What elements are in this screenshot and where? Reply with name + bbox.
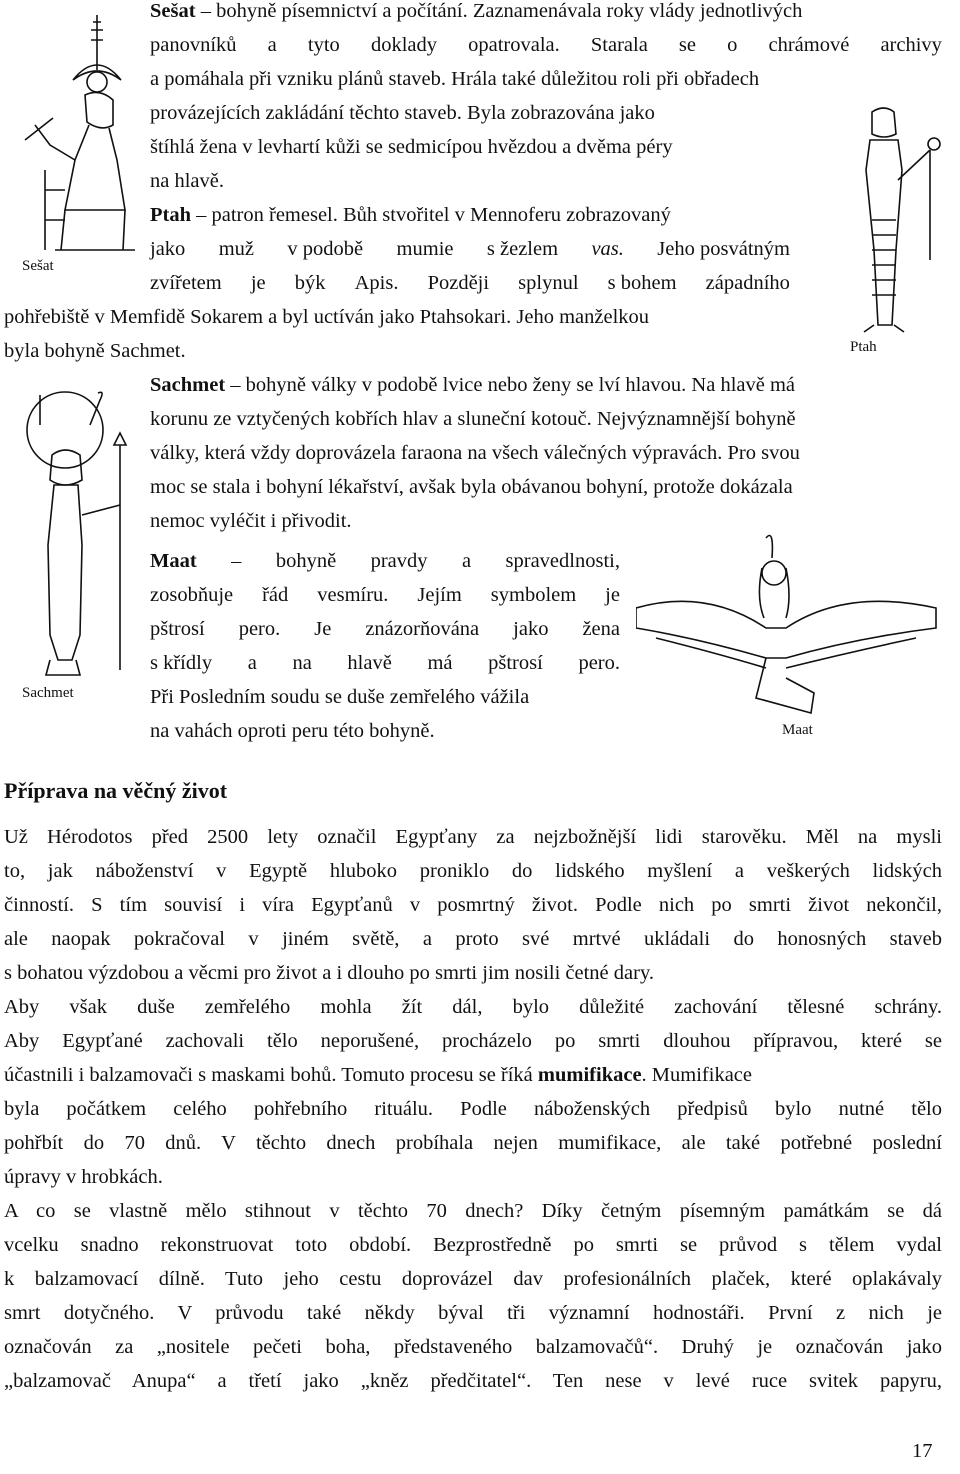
maat-term: Maat [150,550,197,572]
sesat-line-4: provázejících zakládání těchto staveb. Byla zobrazována jako [150,102,655,124]
sachmet-line-4: moc se stala i bohyní lékařství, avšak byla obávanou bohyní, protože dokázala [150,476,793,498]
caption-ptah: Ptah [850,339,877,355]
sesat-line-6: na hlavě. [150,170,224,192]
p1-line-5: s bohatou výzdobou a věcmi pro život a i dlouho po smrti jim nosili četné dary. [4,962,654,984]
page-number: 17 [912,1440,933,1462]
ptah-line-4: pohřebiště v Memfidě Sokarem a byl uctíván jako Ptahsokari. Jeho manželkou [4,306,650,328]
p1-line-4: ale naopak pokračoval v jiném světě, a proto své mrtvé ukládali do honosných staveb [4,928,942,950]
sesat-term: Sešat [150,0,196,22]
p3-line-6: „balzamovač Anupa“ a třetí jako „kněz předčitatel“. Ten nese v levé ruce svitek papyru, [4,1370,942,1392]
caption-maat: Maat [782,722,813,738]
maat-line-6: na vahách oproti peru této bohyně. [150,720,435,742]
p3-line-5: označován za „nositele pečeti boha, představeného balzamovačů“. Druhý je označován jako [4,1336,942,1358]
p2-line-1: Aby však duše zemřelého mohla žít dál, bylo důležité zachování tělesné schrány. [4,996,942,1018]
section-title: Příprava na věčný život [4,778,228,803]
maat-figure [636,528,956,728]
maat-line-3: pštrosí pero. Je znázorňována jako žena [150,618,620,640]
sachmet-term: Sachmet [150,374,226,396]
p2-line-5: pohřbít do 70 dnů. V těchto dnech probíhala nejen mumifikace, ale také potřebné poslední [4,1132,942,1154]
sesat-figure [5,10,145,270]
maat-line-2: zosobňuje řád vesmíru. Jejím symbolem je [150,584,620,606]
caption-sesat: Sešat [22,258,54,274]
sesat-line-3: a pomáhala při vzniku plánů staveb. Hrála také důležitou roli při obřadech [150,68,760,90]
caption-sachmet: Sachmet [22,685,74,701]
p2-line-4: byla počátkem celého pohřebního rituálu. Podle náboženských předpisů bylo nutné tělo [4,1098,942,1120]
p3-line-2: vcelku snadno rekonstruovat toto období. Bezprostředně po smrti se průvod s tělem vydal [4,1234,942,1256]
sesat-line-2: panovníků a tyto doklady opatrovala. Starala se o chrámové archivy [150,34,942,56]
sachmet-line-5: nemoc vyléčit i přivodit. [150,510,352,532]
maat-line-4: s křídly a na hlavě má pštrosí pero. [150,652,620,674]
sesat-line-5: štíhlá žena v levhartí kůži se sedmicípou hvězdou a dvěma péry [150,136,673,158]
ptah-figure [812,100,952,340]
sachmet-line-2: korunu ze vztyčených kobřích hlav a sluneční kotouč. Nejvýznamnější bohyně [150,408,796,430]
ptah-line-2: jako muž v podobě mumie s žezlem vas. Jeho posvátným [150,238,790,260]
p3-line-3: k balzamovací dílně. Tuto jeho cestu doprovázel dav profesionálních plaček, které oplakávaly [4,1268,942,1290]
p1-line-1: Už Hérodotos před 2500 lety označil Egypťany za nejzbožnější lidi starověku. Měl na mysli [4,826,942,848]
ptah-line-3: zvířetem je býk Apis. Později splynul s bohem západního [150,272,790,294]
p1-line-3: činností. S tím souvisí i víra Egypťanů v posmrtný život. Podle nich po smrti život nekončil, [4,894,942,916]
sachmet-line-3: války, která vždy doprovázela faraona na všech válečných výpravách. Pro svou [150,442,800,464]
ptah-line-1: Ptah – patron řemesel. Bůh stvořitel v Mennoferu zobrazovaný [150,204,671,226]
p3-line-1: A co se vlastně mělo stihnout v těchto 70 dnech? Díky četným písemným památkám se dá [4,1200,942,1222]
p2-line-2: Aby Egypťané zachovali tělo neporušené, procházelo po smrti dlouhou přípravou, které se [4,1030,942,1052]
mumifikace-term: mumifikace [537,1064,642,1086]
maat-line-5: Při Posledním soudu se duše zemřelého vážila [150,686,530,708]
maat-line-1: Maat – bohyně pravdy a spravedlnosti, [150,544,620,578]
ptah-term: Ptah [150,204,191,226]
p3-line-4: smrt dotyčného. V průvodu také někdy býval tři významní hodnostáři. První z nich je [4,1302,942,1324]
p2-line-3: účastnili i balzamovači s maskami bohů. Tomuto procesu se říká mumifikace. Mumifikace [4,1064,752,1086]
p2-line-6: úpravy v hrobkách. [4,1166,163,1188]
sachmet-line-1: Sachmet – bohyně války v podobě lvice nebo ženy se lví hlavou. Na hlavě má [150,374,796,396]
p1-line-2: to, jak náboženství v Egyptě hluboko proniklo do lidského myšlení a veškerých lidských [4,860,942,882]
ptah-line-5: byla bohyně Sachmet. [4,340,186,362]
sesat-line-1: Sešat – bohyně písemnictví a počítání. Zaznamenávala roky vlády jednotlivých [150,0,803,22]
sachmet-figure [10,385,150,685]
